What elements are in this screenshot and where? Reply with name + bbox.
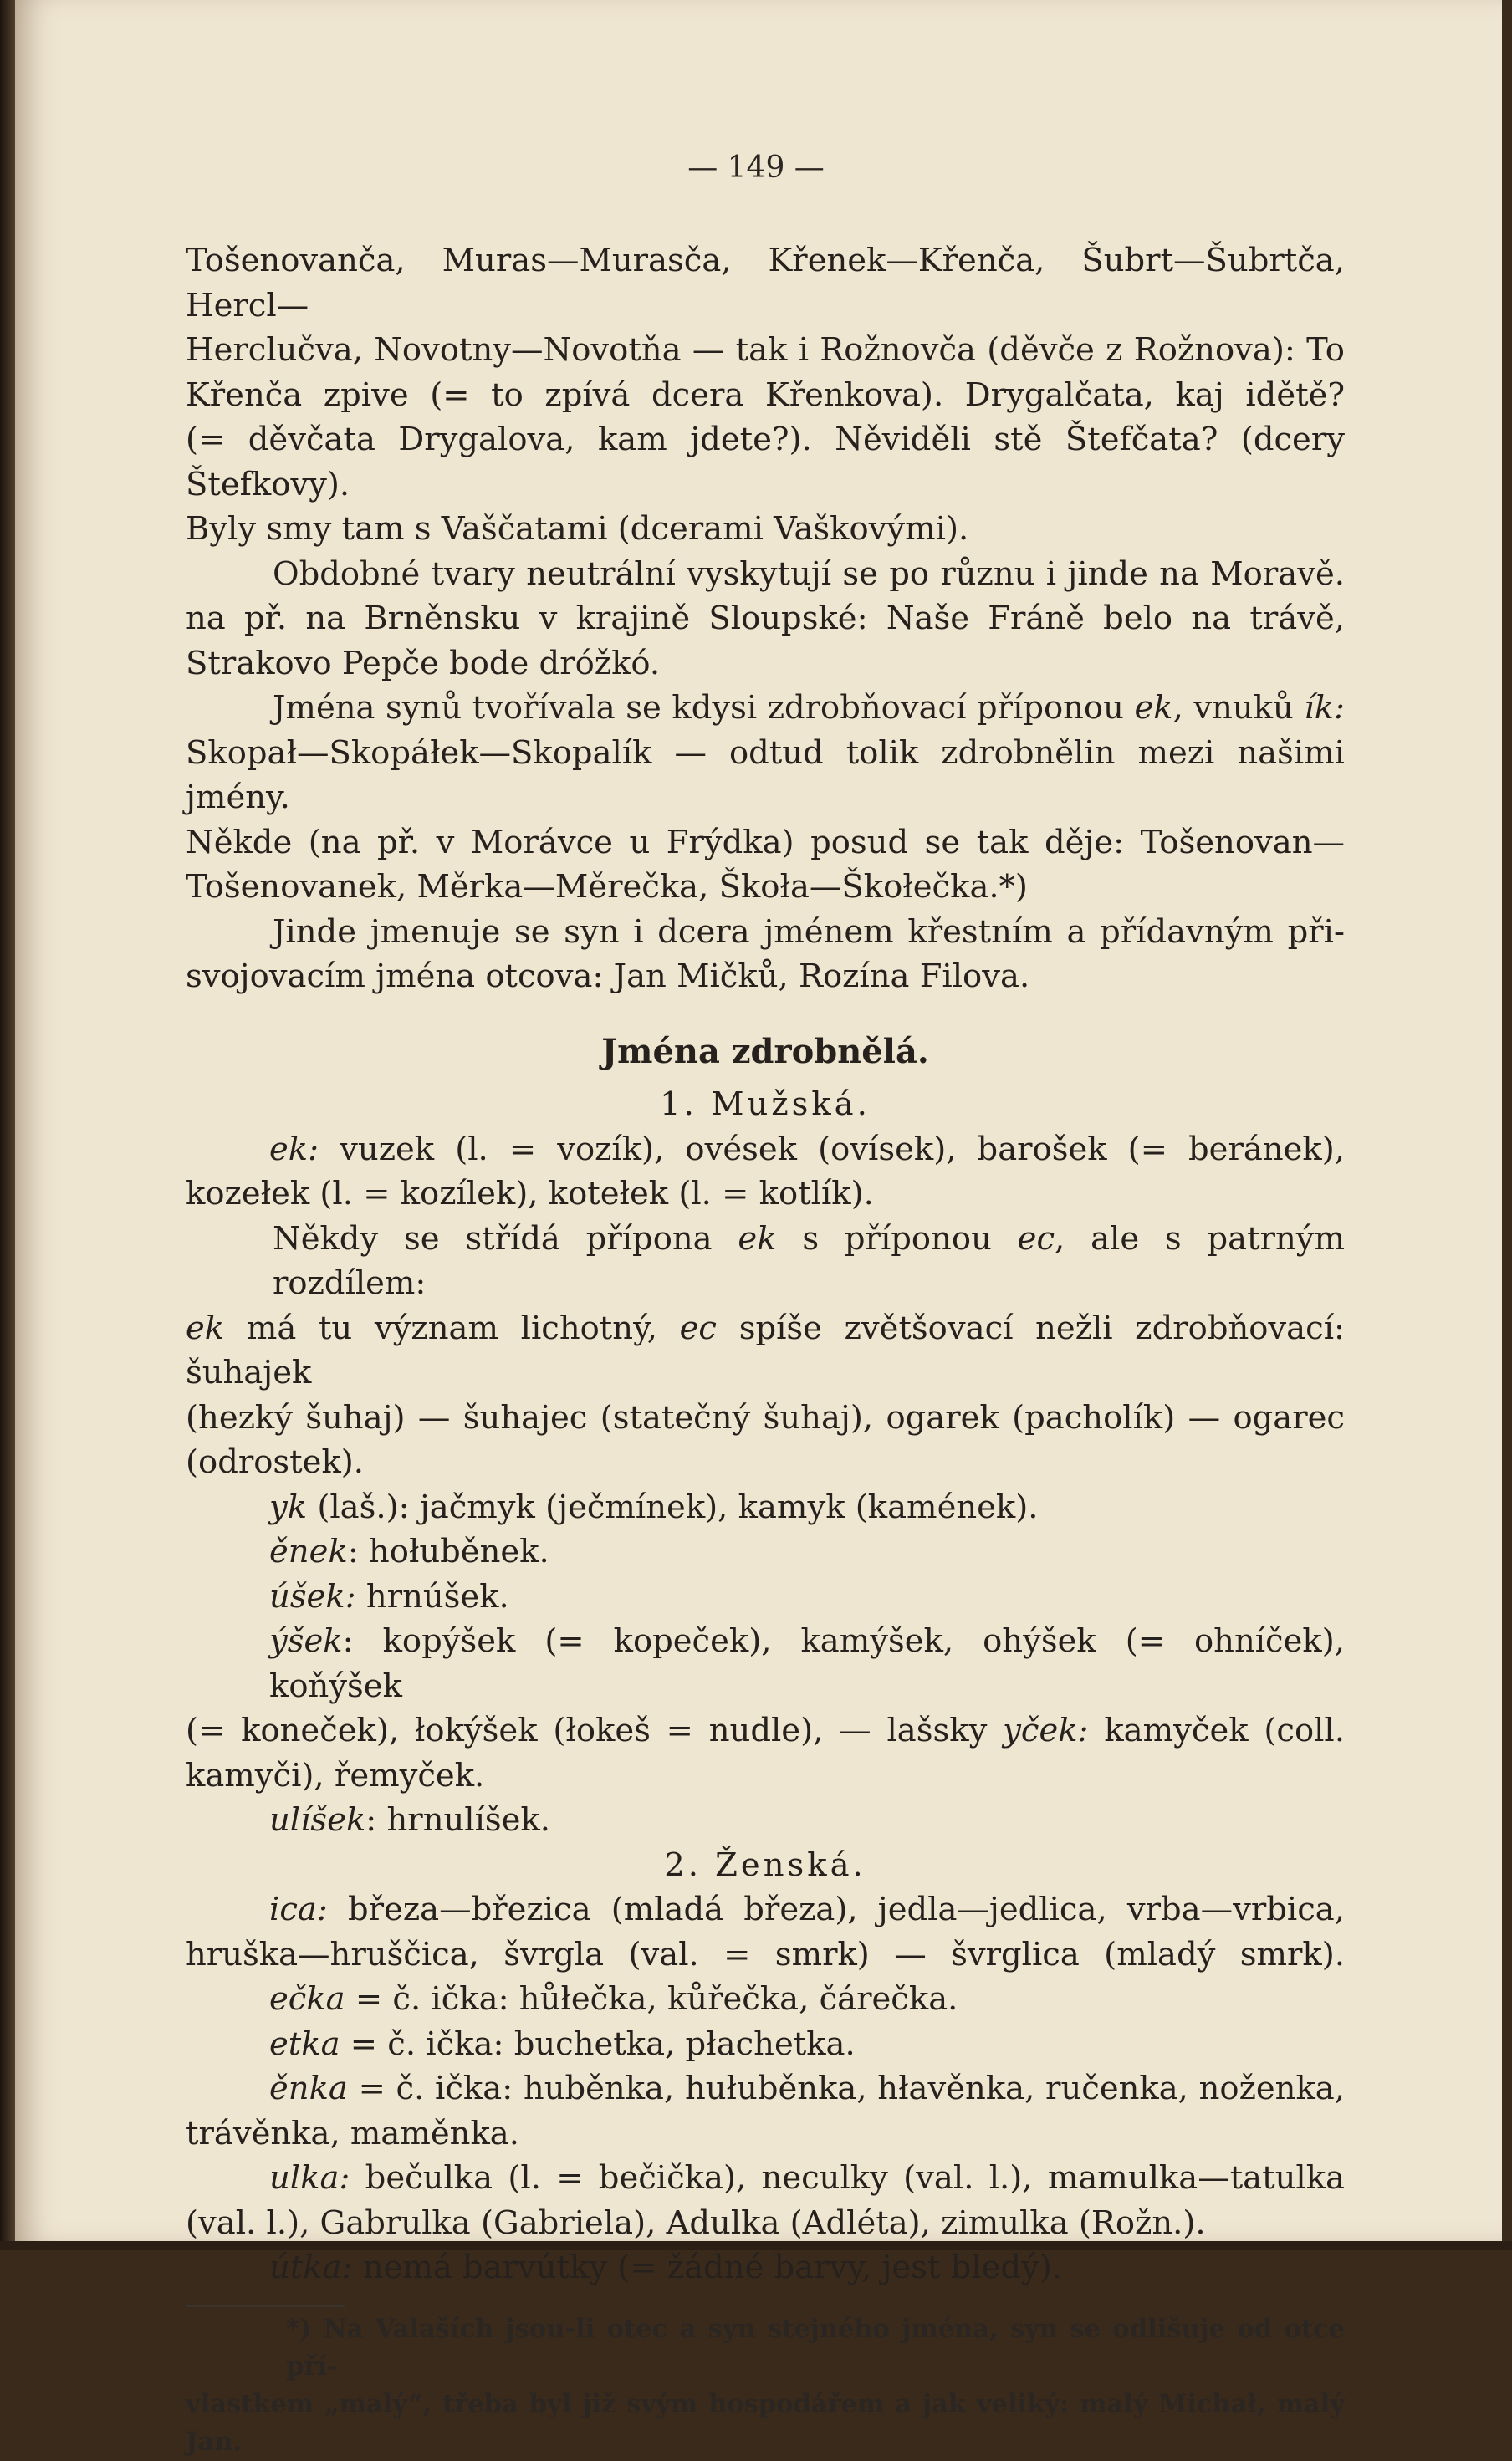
text-line: hruška—hruščica, švrgla (val. = smrk) — švrglica (mladý smrk). — [186, 1935, 1345, 1973]
text-line: Obdobné tvary neutrální vyskytují se po různu i jinde na Moravě. — [273, 554, 1345, 593]
text-line: Tošenovanek, Měrka—Měrečka, Škoła—Škołečka.*) — [186, 868, 1028, 906]
text-line: Byly smy tam s Vaščatami (dcerami Vaškovými). — [186, 510, 969, 548]
text-line: Jména synů tvořívala se kdysi zdrobňovací příponou ek, vnuků ík: — [273, 689, 1345, 727]
entry-ysek: ýšek: kopýšek (= kopeček), kamýšek, ohýšek (= ohníček), koňýšek — [269, 1622, 1345, 1705]
subsection-heading-feminine: 2. Ženská. — [664, 1846, 866, 1884]
footnote — [186, 2310, 1345, 2461]
footnote-line: vlastkem „malý“, třeba byl již svým hospodářem a jak veliký: malý Michał, malý Jan. — [186, 2388, 1345, 2457]
entry-ica: ica: březa—březica (mladá březa), jedla—jedlica, vrba—vrbica, — [269, 1891, 1345, 1928]
entry-etka: etka = č. ička: buchetka, płachetka. — [269, 2024, 856, 2063]
text-line: Někdy se střídá přípona ek s příponou ec, ale s patrným rozdílem: — [273, 1219, 1346, 1302]
text-line: (odrostek). — [186, 1443, 365, 1481]
text-line: Křenča zpive (= to zpívá dcera Křenkova). Drygalčata, kaj idětě? — [186, 375, 1345, 414]
entry-usek: úšek: hrnúšek. — [269, 1577, 509, 1616]
text-line: na př. na Brněnsku v krajině Sloupské: Naše Fráně belo na trávě, — [186, 600, 1345, 637]
text-line: (= koneček), łokýšek (łokeš = nudle), — lašsky yček: kamyček (coll. — [186, 1712, 1345, 1749]
footnote-line: *) Na Valaších jsou-li otec a syn stejného jména, syn se odlišuje od otce pří- — [286, 2313, 1345, 2382]
text-line: Strakovo Pepče bode dróžkó. — [186, 644, 661, 682]
text-line: Jinde jmenuje se syn i dcera jménem křestním a přídavným při- — [273, 912, 1345, 951]
section-heading: Jména zdrobnělá. — [601, 1031, 929, 1071]
text-line: kozełek (l. = kozílek), kotełek (l. = kotlík). — [186, 1175, 874, 1213]
subsection-heading-masculine: 1. Mužská. — [660, 1085, 871, 1123]
text-line: (hezký šuhaj) — šuhajec (statečný šuhaj), ogarek (pacholík) — ogarec — [186, 1398, 1345, 1437]
body-text — [186, 238, 1345, 2461]
entry-ulka: ulka: bečulka (l. = bečička), neculky (val. l.), mamulka—tatulka — [269, 2159, 1345, 2197]
page-number: — 149 — — [687, 151, 825, 185]
text-line: kamyči), řemyček. — [186, 1756, 485, 1795]
entry-ek: ek: vuzek (l. = vozík), ovések (ovísek), barošek (= beránek), — [269, 1130, 1345, 1168]
entry-yk: yk (laš.): jačmyk (ječmínek), kamyk (kamének). — [269, 1488, 1039, 1526]
text-line: Skopał—Skopáłek—Skopalík — odtud tolik zdrobnělin mezi našimi jmény. — [186, 733, 1345, 816]
text-line: (val. l.), Gabrulka (Gabriela), Adulka (Adléta), zimulka (Rožn.). — [186, 2203, 1206, 2242]
text-line: Tošenovanča, Muras—Murasča, Křenek—Křenča, Šubrt—Šubrtča, Hercl— — [186, 242, 1345, 324]
text-line: trávěnka, maměnka. — [186, 2114, 519, 2152]
entry-ulisek: ulíšek: hrnulíšek. — [269, 1801, 551, 1839]
entry-enek: ěnek: hołuběnek. — [269, 1533, 549, 1570]
text-line: svojovacím jména otcova: Jan Mičků, Rozína Filova. — [186, 957, 1030, 995]
entry-utka: útka: nemá barvútky (= žádné barvy, jest bledý). — [269, 2249, 1063, 2286]
entry-enka: ěnka = č. ička: huběnka, hułuběnka, hłavěnka, ručenka, noženka, — [269, 2070, 1345, 2107]
text-line: ek má tu význam lichotný, ec spíše zvětšovací nežli zdrobňovací: šuhajek — [186, 1309, 1345, 1391]
text-line: (= děvčata Drygalova, kam jdete?). Něviděli stě Štefčata? (dcery Štefkovy). — [186, 421, 1345, 503]
entry-ecka: ečka = č. ička: hůłečka, kůřečka, čárečka. — [269, 1980, 958, 2018]
text-line: Herclučva, Novotny—Novotňa — tak i Rožnovča (děvče z Rožnova): To — [186, 331, 1345, 369]
text-line: Někde (na př. v Morávce u Frýdka) posud se tak děje: Tošenovan— — [186, 823, 1345, 861]
footnote-rule — [186, 2305, 345, 2307]
